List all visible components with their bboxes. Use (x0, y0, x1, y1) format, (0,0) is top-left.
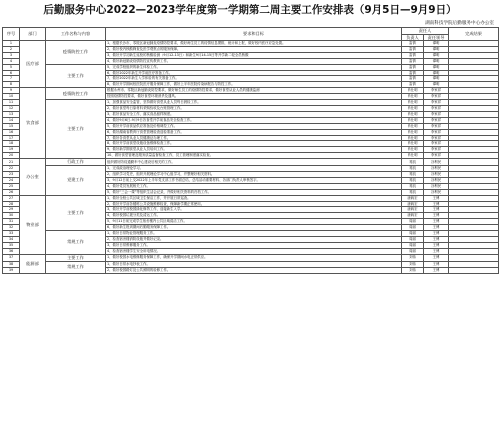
responsible-cell: 谭明 (424, 64, 449, 70)
responsible-cell: 王博 (424, 248, 449, 254)
header-owner: 负责人 (402, 34, 424, 41)
row-number: 27 (3, 195, 20, 201)
requirement-cell: 3、做好日常维修服务工作。 (106, 242, 402, 248)
requirement-cell: 10、做好食堂管理及服务质量监督检查工作，员工管理制度落实检查。 (106, 153, 402, 159)
requirement-cell: 1、加强食品安全监管，坚持做好食堂从业人员每日晨检工作。 (106, 100, 402, 106)
responsible-cell: 王博 (424, 254, 449, 261)
row-number: 11 (3, 100, 20, 106)
requirement-cell: 5、做好“三会一课”等组织生活会记录，并做好相关资料的归档工作。 (106, 189, 402, 195)
row-number: 6 (3, 70, 20, 76)
responsible-cell: 王博 (424, 242, 449, 248)
responsible-cell: 李家祥 (424, 153, 449, 159)
responsible-cell: 李家祥 (424, 105, 449, 111)
responsible-cell: 谭明 (424, 46, 449, 52)
owner-cell: 雷倩 (402, 64, 424, 70)
row-number: 18 (3, 141, 20, 147)
requirement-cell: 7、做好2022年新生入学体检的有关准备工作。 (106, 76, 402, 82)
responsible-cell: 王博 (424, 267, 449, 273)
status-cell (449, 254, 499, 261)
owner-cell: 易凯 (402, 177, 424, 183)
requirement-cell: 2、做好食堂每日原材料采购验收及台账管理工作。 (106, 105, 402, 111)
requirement-cell: 2、做好开学前各楼栋公共设施维修检查，保障新学期正常使用。 (106, 201, 402, 207)
responsible-cell: 谭明 (424, 70, 449, 76)
row-number: 28 (3, 201, 20, 207)
category-cell: 主要工作 (46, 64, 106, 88)
owner-cell: 唐载宏 (402, 213, 424, 219)
row-number: 24 (3, 177, 20, 183)
category-cell: 主要工作 (46, 254, 106, 261)
requirement-cell: 1、做好全校公共区域卫生保洁工作，并开展日常巡查。 (106, 195, 402, 201)
responsible-cell: 李家祥 (424, 141, 449, 147)
owner-cell: 雷倩 (402, 70, 424, 76)
row-number: 31 (3, 219, 20, 225)
owner-cell: 周丽 (402, 237, 424, 243)
row-number: 21 (3, 159, 20, 166)
row-number: 13 (3, 111, 20, 117)
row-number: 8 (3, 82, 20, 88)
category-cell: 常规工作 (46, 261, 106, 273)
row-number: 19 (3, 147, 20, 153)
row-number: 35 (3, 242, 20, 248)
owner-cell: 易凯 (402, 183, 424, 189)
category-cell: 党建工作 (46, 166, 106, 196)
page-title: 后勤服务中心2022—2023学年度第一学期第二周主要工作安排表（9月5日—9月9日） (43, 4, 457, 16)
requirement-cell: 4、检查宿舍楼学生安全用电情况。 (106, 248, 402, 254)
owner-cell: 雷倩 (402, 76, 424, 82)
row-number: 12 (3, 105, 20, 111)
owner-cell: 肖仕明 (402, 129, 424, 135)
owner-cell: 肖仕明 (402, 94, 424, 100)
row-number: 17 (3, 135, 20, 141)
owner-cell: 周丽 (402, 231, 424, 237)
owner-cell: 易凯 (402, 159, 424, 166)
requirement-cell: 5、完成学校组织的新生体检工作。 (106, 64, 402, 70)
department-cell: 医疗部 (20, 41, 46, 88)
owner-cell: 易凯 (402, 189, 424, 195)
row-number: 3 (3, 52, 20, 58)
requirement-cell: 5、做好开学前食品供应准备及价格调控工作。 (106, 123, 402, 129)
owner-cell: 周丽 (402, 219, 424, 225)
owner-cell: 肖仕明 (402, 117, 424, 123)
row-number: 32 (3, 225, 20, 231)
header-requirements: 要求和目标 (106, 28, 402, 41)
header-responsible: 责任领导 (424, 34, 449, 41)
responsible-cell: 李家祥 (424, 117, 449, 123)
owner-cell: 周丽 (402, 248, 424, 254)
responsible-cell: 谭明 (424, 82, 449, 88)
responsible-cell: 王博 (424, 237, 449, 243)
owner-cell: 刘伟 (402, 254, 424, 261)
table-row (3, 159, 499, 166)
category-cell: 常规工作 (46, 231, 106, 255)
row-number: 14 (3, 117, 20, 123)
row-number: 33 (3, 231, 20, 237)
requirement-cell: 8、做好开学前食堂设施设备维修检查工作。 (106, 141, 402, 147)
owner-cell: 刘伟 (402, 267, 424, 273)
row-number: 5 (3, 64, 20, 70)
row-number: 26 (3, 189, 20, 195)
requirement-cell: 4、做好新冠肺炎疫情防控宣传教育工作。 (106, 58, 402, 64)
row-number: 39 (3, 267, 20, 273)
owner-cell: 雷倩 (402, 46, 424, 52)
responsible-cell: 王博 (424, 195, 449, 201)
requirement-cell: 6、做好湖南省教育厅食堂管理检查迎检准备工作。 (106, 129, 402, 135)
responsible-cell: 谷利民 (424, 172, 449, 178)
row-number: 38 (3, 261, 20, 267)
department-cell: 物业部 (20, 195, 46, 254)
owner-cell: 刘伟 (402, 261, 424, 267)
owner-cell: 肖仕明 (402, 105, 424, 111)
requirement-cell: 4、做好校园垃圾分类及清运工作。 (106, 213, 402, 219)
requirement-cell: 1、做好日常水电抄表工作。 (106, 261, 402, 267)
requirement-cell: 5、9月11日前完成学生宿舍楼内公共区域清洁工作。 (106, 219, 402, 225)
responsible-cell: 谷利民 (424, 159, 449, 166)
responsible-cell: 谭明 (424, 41, 449, 47)
owner-cell: 肖仕明 (402, 147, 424, 153)
responsible-cell: 谭明 (424, 76, 449, 82)
responsible-cell: 李家祥 (424, 135, 449, 141)
responsible-cell: 王博 (424, 219, 449, 225)
row-number: 25 (3, 183, 20, 189)
header-category: 工作名称与内容 (46, 28, 106, 41)
responsible-cell: 王博 (424, 201, 449, 207)
requirement-cell: 3、9月12日前上交2022年上半年党支部工作书面总结，总结活动重要材料、各部门负责人审核签字。 (106, 177, 402, 183)
responsible-cell: 李家祥 (424, 88, 449, 94)
row-number: 22 (3, 166, 20, 172)
requirement-cell: 8、做好开学期间校医院医疗服务保障工作，做好上半年医院传染病报告与防控工作。 (106, 82, 402, 88)
category-cell: 疫情防控工作 (46, 41, 106, 65)
row-number: 29 (3, 207, 20, 213)
row-number: 2 (3, 46, 20, 52)
row-number: 16 (3, 129, 20, 135)
requirement-cell: 2、做好校内核酸筛查及医学观察点的服务保障。 (106, 46, 402, 52)
row-number: 10 (3, 94, 20, 100)
table-row (3, 254, 499, 261)
responsible-cell: 王博 (424, 231, 449, 237)
requirement-cell: 1、完成政治理论学习。 (106, 166, 402, 172)
responsible-cell: 王博 (424, 213, 449, 219)
department-cell: 办公室 (20, 159, 46, 196)
row-number: 7 (3, 76, 20, 82)
owner-cell: 雷倩 (402, 82, 424, 88)
owner-cell: 唐载宏 (402, 201, 424, 207)
requirement-cell: 1、做好校园水电维修服务保障工作，确保开学期间水电正常供应。 (106, 254, 402, 261)
header-dept: 部门 (20, 28, 46, 41)
owner-cell: 唐载宏 (402, 195, 424, 201)
row-number: 30 (3, 213, 20, 219)
responsible-cell: 李家祥 (424, 94, 449, 100)
row-number: 36 (3, 248, 20, 254)
requirement-cell: 3、做好开学前校园绿化修剪工作，迎接新生入学。 (106, 207, 402, 213)
row-number: 15 (3, 123, 20, 129)
responsible-cell: 谷利民 (424, 189, 449, 195)
row-number: 34 (3, 237, 20, 243)
requirement-cell: 3、做好开学初新生返校的核酸检测（9月12-13日）和新生9月14-15日等开学新二轮全员核酸 (106, 52, 402, 58)
requirement-cell: 根据永州市、零陵区新冠肺炎防控要求，做好师生员工的疫情防控要求，做好食堂从业人员的健康监测 (106, 88, 402, 94)
responsible-cell: 李家祥 (424, 129, 449, 135)
requirement-cell: 2、做好校园路灯及公共照明的检修工作。 (106, 267, 402, 273)
owner-cell: 雷倩 (402, 41, 424, 47)
owner-cell: 易凯 (402, 172, 424, 178)
row-number: 23 (3, 172, 20, 178)
requirement-cell: 6、做好新生报到期间后勤服务保障工作。 (106, 225, 402, 231)
schedule-table (2, 27, 499, 274)
table-body (3, 41, 499, 274)
category-cell: 主要工作 (46, 100, 106, 159)
responsible-cell: 谷利民 (424, 183, 449, 189)
owner-cell: 肖仕明 (402, 153, 424, 159)
responsible-cell: 王博 (424, 207, 449, 213)
responsible-cell: 王博 (424, 225, 449, 231)
page-subtitle: 湖南科技学院后勤服务中心办公室 (425, 21, 494, 26)
responsible-cell: 谭明 (424, 58, 449, 64)
department-cell: 能源部 (20, 254, 46, 273)
row-number: 1 (3, 41, 20, 47)
requirement-cell: 按照疫情防控要求，做好食堂环境消杀及通风。 (106, 94, 402, 100)
header-status: 完成结果 (449, 28, 499, 41)
row-number: 4 (3, 58, 20, 64)
status-cell (449, 267, 499, 273)
row-number: 37 (3, 254, 20, 261)
requirement-cell: 组织做好防疫通勤车中心建设后相关的工作。 (106, 159, 402, 166)
responsible-cell: 王博 (424, 261, 449, 267)
row-number: 9 (3, 88, 20, 94)
owner-cell: 肖仕明 (402, 88, 424, 94)
category-cell: 主要工作 (46, 195, 106, 230)
owner-cell: 肖仕明 (402, 111, 424, 117)
owner-cell: 唐载宏 (402, 207, 424, 213)
responsible-cell: 李家祥 (424, 111, 449, 117)
owner-cell: 易凯 (402, 166, 424, 172)
owner-cell: 肖仕明 (402, 100, 424, 106)
header-owners-group: 责任人 (402, 28, 449, 35)
requirement-cell: 7、做好各食堂从业人员健康证办理工作。 (106, 135, 402, 141)
requirement-cell: 2、组织学习党史，组织开展理论学习中心组学习，并整理好相关资料。 (106, 172, 402, 178)
responsible-cell: 谷利民 (424, 166, 449, 172)
category-cell: 行政工作 (46, 159, 106, 166)
department-cell: 饮食部 (20, 88, 46, 159)
requirement-cell: 3、抓好食品安全工作，落实食品留样制度。 (106, 111, 402, 117)
requirement-cell: 4、做好党员发展相关工作。 (106, 183, 402, 189)
requirement-cell: 1、根据长沙市、零陵区新冠肺炎疫情防控要求，做好师生员工的疫情信息摸排，统计和上报，做好校内医疗应急处置。 (106, 41, 402, 47)
owner-cell: 雷倩 (402, 52, 424, 58)
requirement-cell: 4、做好9月6日-9月9日各食堂开学前食品安全检查工作。 (106, 117, 402, 123)
owner-cell: 肖仕明 (402, 135, 424, 141)
header-no: 序号 (3, 28, 20, 41)
requirement-cell: 6、做好2022年新生开学前医疗准备工作。 (106, 70, 402, 76)
requirement-cell: 1、做好日常物业管理服务工作。 (106, 231, 402, 237)
responsible-cell: 李家祥 (424, 100, 449, 106)
responsible-cell: 谭明 (424, 52, 449, 58)
owner-cell: 肖仕明 (402, 123, 424, 129)
requirement-cell: 2、检查宿舍楼消防设施并做好记录。 (106, 237, 402, 243)
owner-cell: 雷倩 (402, 58, 424, 64)
status-cell (449, 159, 499, 166)
responsible-cell: 李家祥 (424, 147, 449, 153)
row-number: 20 (3, 153, 20, 159)
owner-cell: 肖仕明 (402, 141, 424, 147)
requirement-cell: 9、做好新学期食堂从业人员培训工作。 (106, 147, 402, 153)
owner-cell: 周丽 (402, 242, 424, 248)
table-header-row (3, 28, 499, 35)
responsible-cell: 谷利民 (424, 177, 449, 183)
owner-cell: 周丽 (402, 225, 424, 231)
category-cell: 疫情防控工作 (46, 88, 106, 100)
responsible-cell: 李家祥 (424, 123, 449, 129)
